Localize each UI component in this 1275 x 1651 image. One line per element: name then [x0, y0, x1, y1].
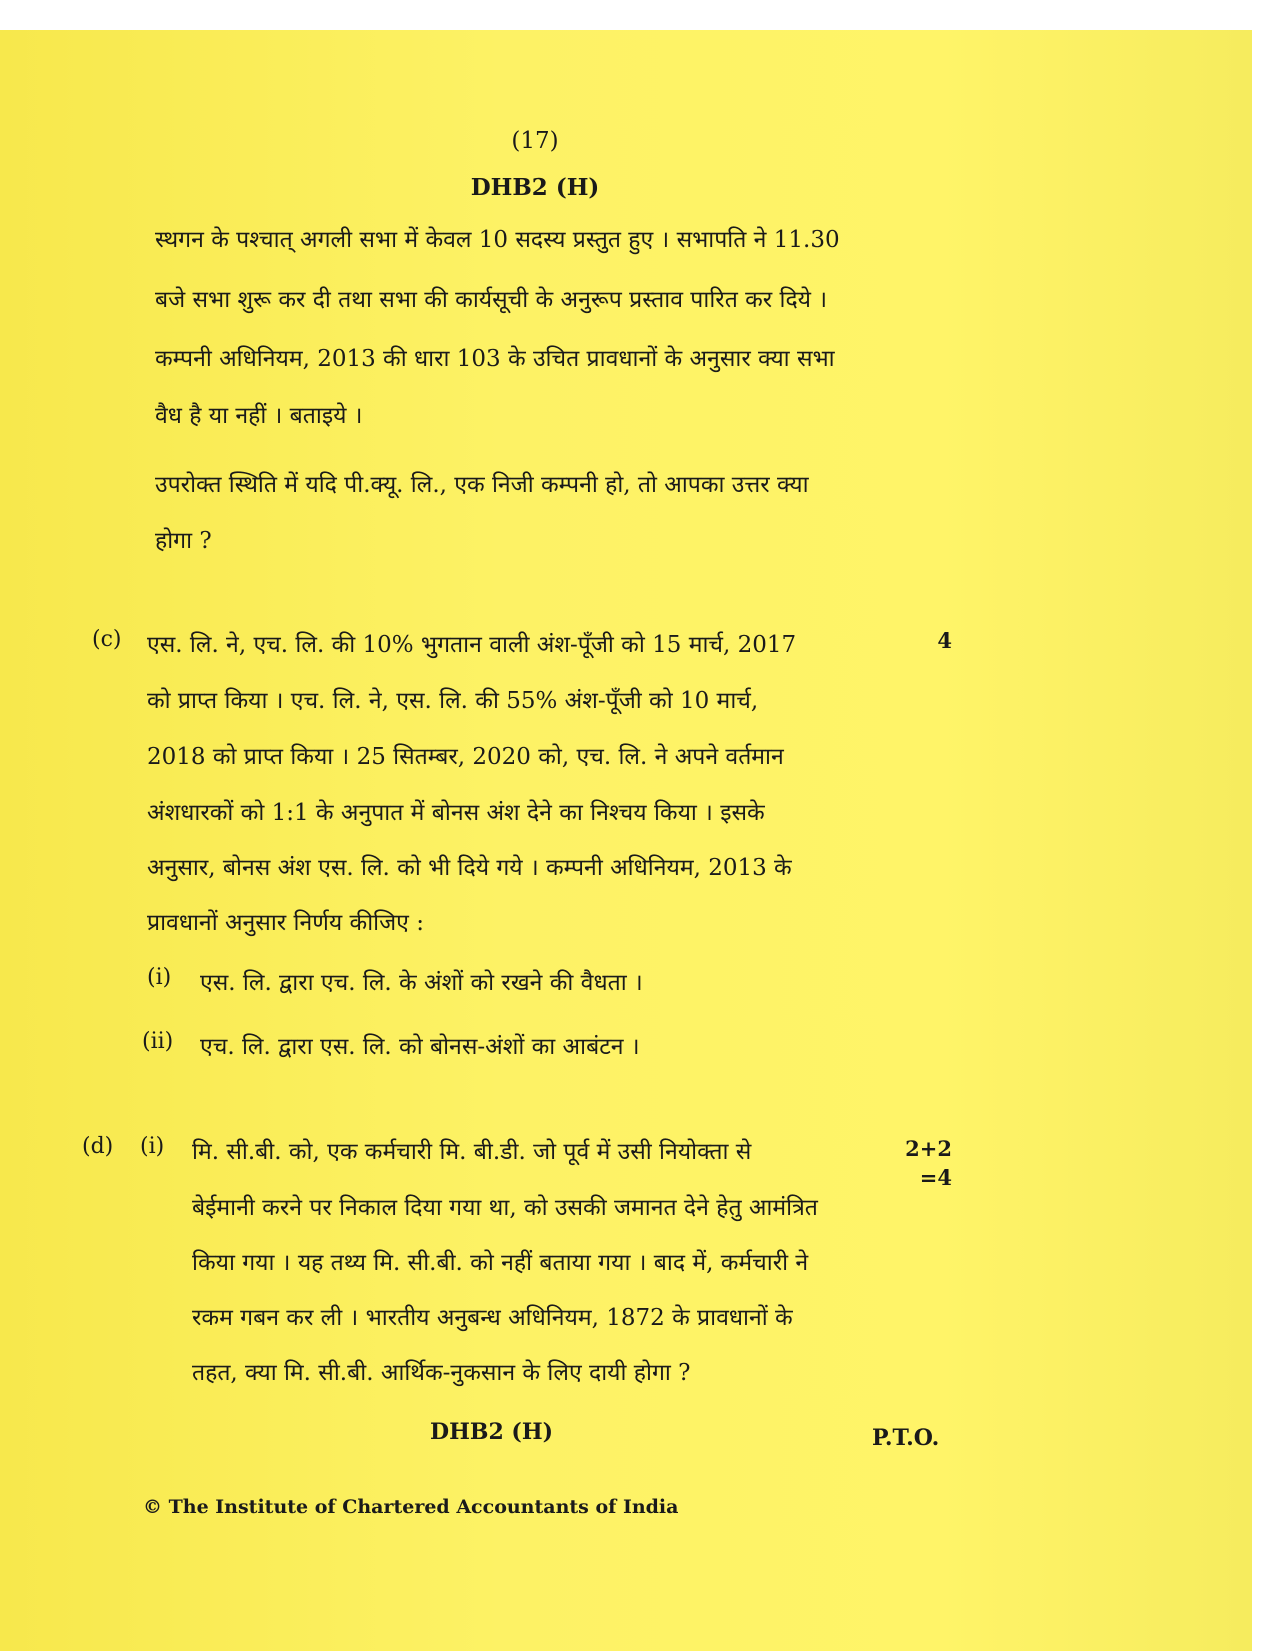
question-line: मि. सी.बी. को, एक कर्मचारी मि. बी.डी. जो पूर्व में उसी नियोक्ता से: [192, 1139, 752, 1165]
paragraph-line: कम्पनी अधिनियम, 2013 की धारा 103 के उचित प्रावधानों के अनुसार क्या सभा: [155, 346, 835, 372]
paragraph-line: होगा ?: [155, 528, 212, 554]
question-marks: =4: [919, 1165, 952, 1190]
copyright-notice: © The Institute of Chartered Accountants of India: [143, 1496, 679, 1518]
question-line: रकम गबन कर ली । भारतीय अनुबन्ध अधिनियम, 1872 के प्रावधानों के: [192, 1305, 793, 1331]
question-line: तहत, क्या मि. सी.बी. आर्थिक-नुकसान के लिए दायी होगा ?: [192, 1360, 691, 1386]
subpart-text: एस. लि. द्वारा एच. लि. के अंशों को रखने की वैधता ।: [200, 970, 643, 996]
paragraph-line: उपरोक्त स्थिति में यदि पी.क्यू. लि., एक निजी कम्पनी हो, तो आपका उत्तर क्या: [155, 472, 809, 498]
question-line: अनुसार, बोनस अंश एस. लि. को भी दिये गये । कम्पनी अधिनियम, 2013 के: [147, 855, 792, 881]
paragraph-line: वैध है या नहीं । बताइये ।: [155, 403, 363, 429]
question-line: अंशधारकों को 1:1 के अनुपात में बोनस अंश देने का निश्चय किया । इसके: [147, 800, 765, 826]
pto-label: P.T.O.: [872, 1425, 940, 1451]
page-number: (17): [511, 128, 559, 154]
subpart-label: (i): [140, 1134, 165, 1159]
footer-paper-code: DHB2 (H): [430, 1419, 554, 1445]
subpart-text: एच. लि. द्वारा एस. लि. को बोनस-अंशों का आबंटन ।: [200, 1034, 640, 1060]
question-line: किया गया । यह तथ्य मि. सी.बी. को नहीं बताया गया । बाद में, कर्मचारी ने: [192, 1250, 809, 1276]
exam-page: [0, 30, 1252, 1651]
question-line: 2018 को प्राप्त किया । 25 सितम्बर, 2020 को, एच. लि. ने अपने वर्तमान: [147, 744, 784, 770]
paragraph-line: बजे सभा शुरू कर दी तथा सभा की कार्यसूची के अनुरूप प्रस्ताव पारित कर दिये ।: [155, 287, 828, 313]
subpart-label: (i): [147, 965, 172, 990]
paragraph-line: स्थगन के पश्चात् अगली सभा में केवल 10 सदस्य प्रस्तुत हुए । सभापति ने 11.30: [155, 227, 840, 253]
question-label: (d): [82, 1134, 114, 1159]
subpart-label: (ii): [142, 1029, 174, 1054]
question-line: प्रावधानों अनुसार निर्णय कीजिए :: [147, 910, 424, 936]
question-line: को प्राप्त किया । एच. लि. ने, एस. लि. की 55% अंश-पूँजी को 10 मार्च,: [147, 688, 759, 714]
question-line: बेईमानी करने पर निकाल दिया गया था, को उसकी जमानत देने हेतु आमंत्रित: [192, 1195, 818, 1221]
question-marks: 2+2: [905, 1136, 952, 1161]
question-line: एस. लि. ने, एच. लि. की 10% भुगतान वाली अंश-पूँजी को 15 मार्च, 2017: [147, 632, 797, 658]
question-marks: 4: [937, 628, 952, 653]
question-label: (c): [92, 627, 122, 652]
paper-code-header: DHB2 (H): [470, 174, 600, 201]
